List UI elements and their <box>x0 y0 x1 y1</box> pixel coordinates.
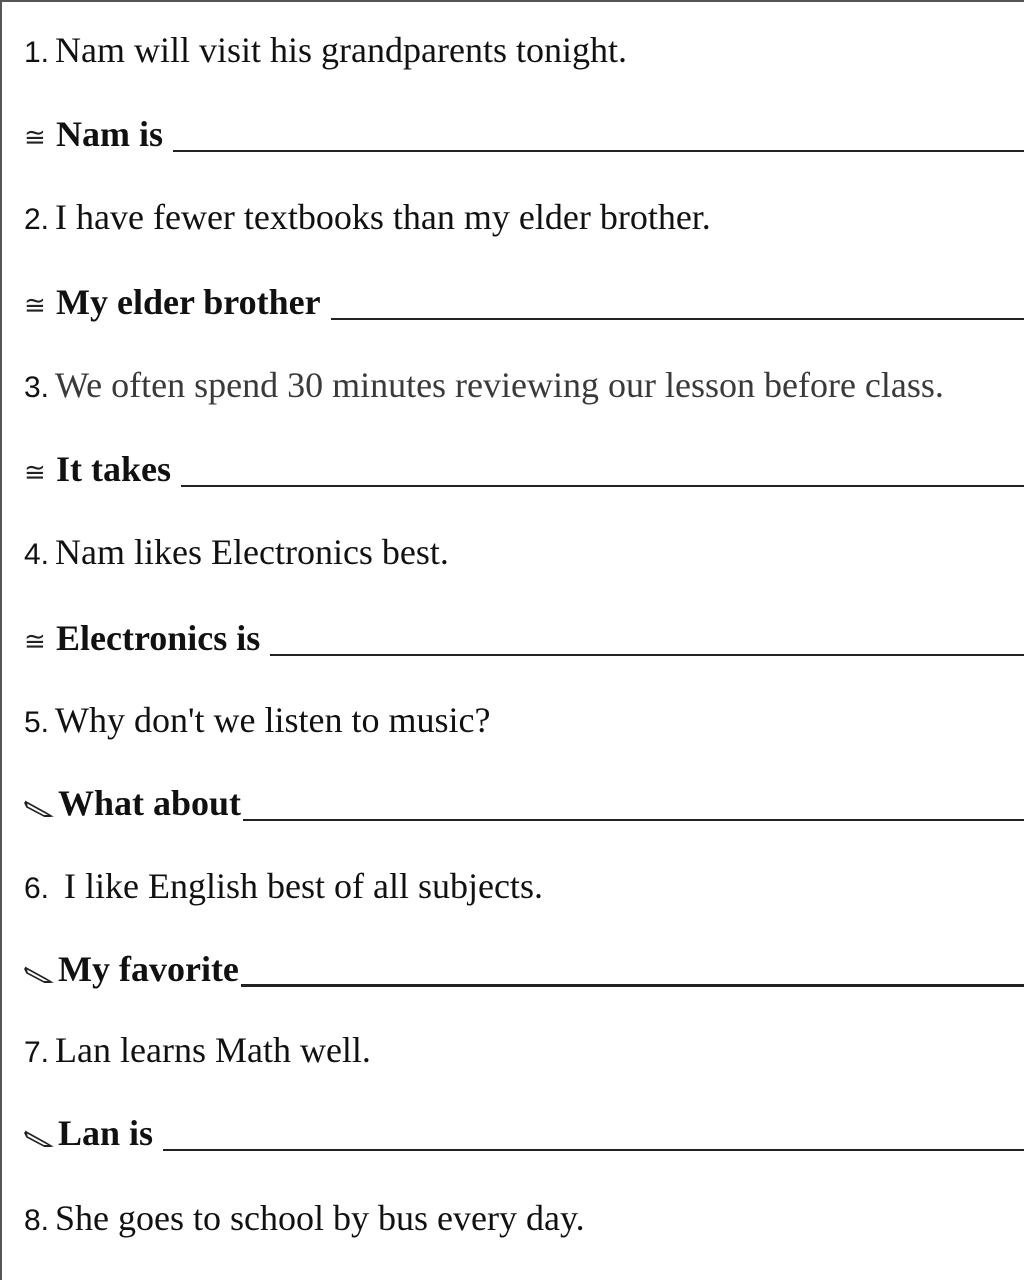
question-text: I like English best of all subjects. <box>55 866 543 906</box>
answer-lead: It takes <box>56 449 171 489</box>
answer-blank[interactable] <box>163 1115 1024 1151</box>
question-number: 5. <box>24 706 50 739</box>
answer-lead: My elder brother <box>56 282 321 322</box>
question-3 <box>24 357 1024 413</box>
question-8 <box>24 1190 1024 1246</box>
answer-blank[interactable] <box>331 284 1024 320</box>
pencil-icon <box>24 779 58 831</box>
question-number: 3. <box>24 371 50 404</box>
question-text: We often spend 30 minutes reviewing our lesson before class. <box>55 365 944 405</box>
answer-6 <box>24 941 1024 997</box>
question-number: 7. <box>24 1036 50 1069</box>
answer-3 <box>24 441 1024 497</box>
question-2 <box>24 189 1024 245</box>
question-text: Nam will visit his grandparents tonight. <box>55 30 627 70</box>
question-number: 6. <box>24 872 50 905</box>
question-text: I have fewer textbooks than my elder brother. <box>55 197 711 237</box>
answer-blank[interactable] <box>181 451 1024 487</box>
approx-equal-icon: ≅ <box>24 627 46 657</box>
answer-2 <box>24 274 1024 330</box>
question-7 <box>24 1022 1024 1078</box>
answer-lead: My favorite <box>58 949 239 989</box>
question-number: 1. <box>24 36 50 69</box>
answer-blank[interactable] <box>173 116 1024 152</box>
approx-equal-icon: ≅ <box>24 291 46 321</box>
question-number: 8. <box>24 1204 50 1237</box>
question-6 <box>24 858 1024 914</box>
answer-lead: Nam is <box>56 114 163 154</box>
question-text: Why don't we listen to music? <box>55 700 491 740</box>
question-text: Nam likes Electronics best. <box>55 532 449 572</box>
answer-lead: Electronics is <box>56 618 261 658</box>
answer-1 <box>24 106 1024 162</box>
question-4 <box>24 524 1024 580</box>
question-text: Lan learns Math well. <box>55 1030 371 1070</box>
question-number: 2. <box>24 203 50 236</box>
answer-lead: Lan is <box>58 1113 154 1153</box>
answer-7 <box>24 1105 1024 1161</box>
answer-lead: What about <box>58 783 242 823</box>
pencil-icon <box>24 1109 58 1161</box>
question-number: 4. <box>24 538 50 571</box>
question-text: She goes to school by bus every day. <box>55 1198 585 1238</box>
approx-equal-icon: ≅ <box>24 123 46 153</box>
answer-blank[interactable] <box>270 620 1024 656</box>
answer-4 <box>24 610 1024 666</box>
answer-5 <box>24 775 1024 831</box>
approx-equal-icon: ≅ <box>24 458 46 488</box>
question-5 <box>24 692 1024 748</box>
answer-blank[interactable] <box>241 950 1024 987</box>
pencil-icon <box>24 945 58 997</box>
question-1 <box>24 22 1024 78</box>
answer-blank[interactable] <box>243 785 1024 821</box>
